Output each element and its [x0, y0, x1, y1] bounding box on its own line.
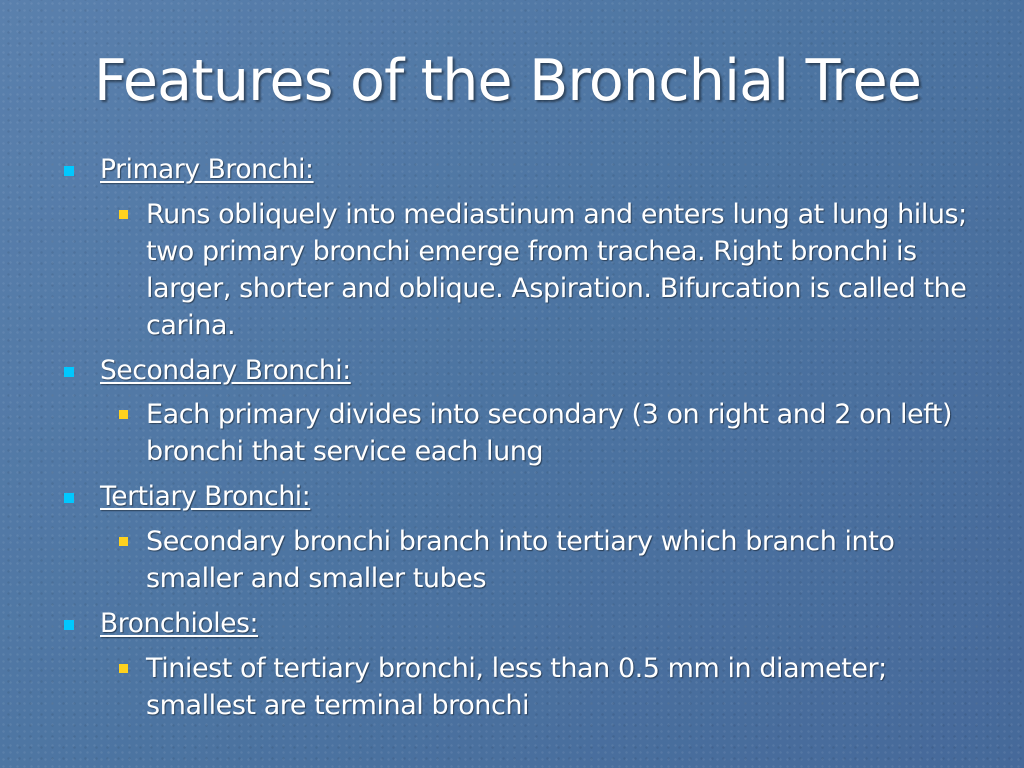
sub-bullet-text-primary-bronchi: Runs obliquely into mediastinum and enters lung at lung hilus; two primary bronchi emerge from trachea. Right bronchi is larger, shorter and oblique. Aspiration. Bifurcation is called the carina.	[146, 199, 967, 341]
square-bullet-icon	[64, 367, 74, 377]
sub-bullet-item-bronchioles	[146, 650, 976, 724]
square-bullet-icon	[119, 664, 128, 673]
sub-bullet-text-bronchioles: Tiniest of tertiary bronchi, less than 0.5 mm in diameter; smallest are terminal bronchi	[146, 653, 887, 721]
sub-bullet-item-tertiary-bronchi	[146, 523, 976, 597]
square-bullet-icon	[64, 166, 74, 176]
sub-bullet-item-primary-bronchi	[146, 196, 976, 344]
sub-bullet-text-secondary-bronchi: Each primary divides into secondary (3 on right and 2 on left) bronchi that service each lung	[146, 399, 952, 467]
square-bullet-icon	[119, 537, 128, 546]
bullet-item-bronchioles	[100, 606, 258, 642]
square-bullet-icon	[64, 493, 74, 503]
sub-bullet-item-secondary-bronchi	[146, 396, 976, 470]
bullet-item-secondary-bronchi	[100, 353, 351, 389]
bullet-heading-primary-bronchi: Primary Bronchi:	[100, 154, 314, 185]
bullet-heading-secondary-bronchi: Secondary Bronchi:	[100, 355, 351, 386]
square-bullet-icon	[119, 210, 128, 219]
square-bullet-icon	[119, 410, 128, 419]
slide-title: Features of the Bronchial Tree	[94, 48, 922, 114]
bullet-item-tertiary-bronchi	[100, 479, 310, 515]
square-bullet-icon	[64, 620, 74, 630]
sub-bullet-text-tertiary-bronchi: Secondary bronchi branch into tertiary which branch into smaller and smaller tubes	[146, 526, 895, 594]
bullet-item-primary-bronchi	[100, 152, 314, 188]
bullet-heading-tertiary-bronchi: Tertiary Bronchi:	[100, 481, 311, 512]
bullet-heading-bronchioles: Bronchioles:	[100, 608, 259, 639]
